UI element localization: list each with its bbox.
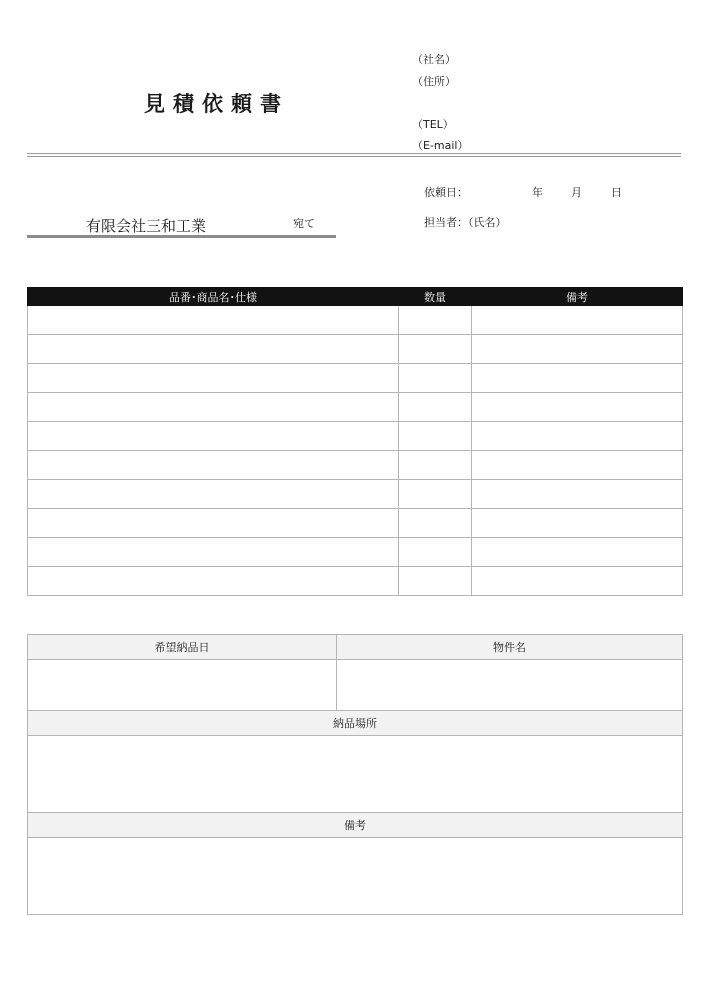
item-spec-cell[interactable] [28, 509, 399, 538]
remarks-cell[interactable] [472, 422, 683, 451]
sender-company-field: （社名） [412, 53, 456, 66]
table-row [28, 393, 683, 422]
date-day-unit: 日 [611, 186, 622, 199]
quantity-cell[interactable] [399, 422, 472, 451]
table-row [28, 364, 683, 393]
date-year-unit: 年 [532, 186, 543, 199]
remarks-cell[interactable] [472, 451, 683, 480]
recipient-name: 有限会社三和工業 [86, 217, 207, 235]
remarks-cell[interactable] [472, 393, 683, 422]
item-spec-cell[interactable] [28, 364, 399, 393]
remarks-cell[interactable] [472, 538, 683, 567]
item-spec-cell[interactable] [28, 567, 399, 596]
item-spec-cell[interactable] [28, 335, 399, 364]
quantity-cell[interactable] [399, 306, 472, 335]
item-spec-cell[interactable] [28, 538, 399, 567]
date-month-unit: 月 [571, 186, 582, 199]
table-row [28, 335, 683, 364]
header-rule-top [27, 153, 681, 154]
table-row [28, 567, 683, 596]
item-spec-cell[interactable] [28, 422, 399, 451]
quantity-cell[interactable] [399, 509, 472, 538]
remarks-cell[interactable] [28, 838, 683, 915]
item-spec-cell[interactable] [28, 306, 399, 335]
remarks-cell[interactable] [472, 364, 683, 393]
document-title: 見積依頼書 [144, 92, 289, 116]
items-table [27, 287, 683, 596]
table-row [28, 480, 683, 509]
remarks-header: 備考 [28, 813, 683, 838]
delivery-date-header: 希望納品日 [28, 635, 337, 660]
table-row [28, 422, 683, 451]
quantity-cell[interactable] [399, 480, 472, 509]
request-date-label: 依頼日： [424, 186, 468, 199]
sender-email-field: （E-mail） [412, 139, 469, 152]
table-row [28, 538, 683, 567]
delivery-place-cell[interactable] [28, 736, 683, 813]
remarks-cell[interactable] [472, 480, 683, 509]
contact-person-label: 担当者：（氏名） [424, 216, 507, 229]
remarks-cell[interactable] [472, 306, 683, 335]
table-row [28, 509, 683, 538]
quantity-cell[interactable] [399, 538, 472, 567]
delivery-place-header: 納品場所 [28, 711, 683, 736]
header-item-spec: 品番･商品名･仕様 [28, 288, 399, 306]
header-quantity: 数量 [399, 288, 472, 306]
delivery-info-table [27, 634, 683, 915]
table-row [28, 451, 683, 480]
header-remarks: 備考 [472, 288, 683, 306]
sender-address-field: （住所） [412, 75, 456, 88]
remarks-cell[interactable] [472, 335, 683, 364]
quantity-cell[interactable] [399, 335, 472, 364]
delivery-date-cell[interactable] [28, 660, 337, 711]
property-name-header: 物件名 [337, 635, 683, 660]
sender-tel-field: （TEL） [412, 118, 454, 131]
item-spec-cell[interactable] [28, 480, 399, 509]
item-spec-cell[interactable] [28, 451, 399, 480]
header-rule-bottom [27, 156, 681, 157]
item-spec-cell[interactable] [28, 393, 399, 422]
recipient-underline [27, 235, 336, 238]
quantity-cell[interactable] [399, 364, 472, 393]
table-row [28, 306, 683, 335]
remarks-cell[interactable] [472, 567, 683, 596]
quantity-cell[interactable] [399, 393, 472, 422]
quantity-cell[interactable] [399, 567, 472, 596]
property-name-cell[interactable] [337, 660, 683, 711]
quantity-cell[interactable] [399, 451, 472, 480]
remarks-cell[interactable] [472, 509, 683, 538]
recipient-suffix: 宛て [293, 217, 315, 230]
items-table-body [28, 306, 683, 596]
